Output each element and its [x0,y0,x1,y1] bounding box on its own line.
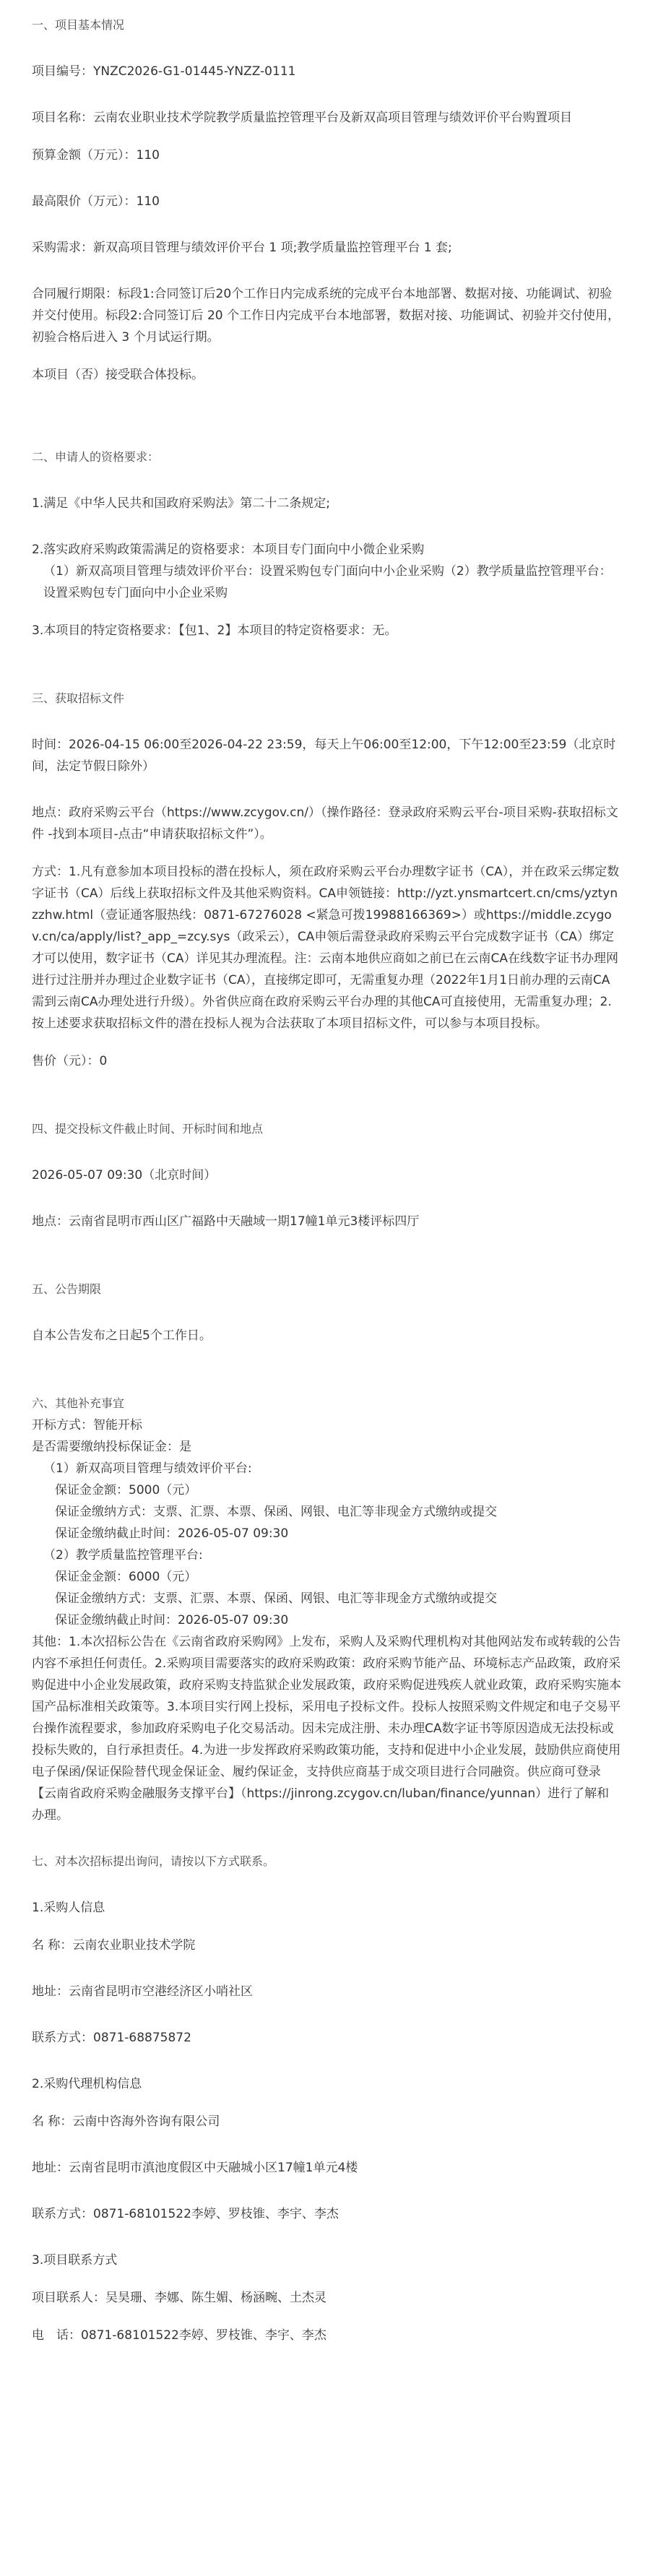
get-documents-time: 时间：2026-04-15 06:00至2026-04-22 23:59，每天上午06:00至12:00，下午12:00至23:59（北京时间，法定节假日除外） [32,738,616,774]
section-heading-other-matters: 六、其他补充事宜 [32,1396,125,1410]
lot-1-deposit-deadline: 保证金缴纳截止时间：2026-05-07 09:30 [55,1526,289,1541]
agency-address: 地址：云南省昆明市滇池度假区中天融城小区17幢1单元4楼 [32,2161,358,2175]
get-documents-place: 地点：政府采购云平台（https://www.zcygov.cn/）（操作路径：登录政府采购云平台-项目采购-获取招标文件 -找到本项目-点击“申请获取招标文件”）。 [32,805,618,842]
purchaser-contact: 联系方式：0871-68875872 [32,2031,191,2045]
purchaser-name: 名 称：云南农业职业技术学院 [32,1938,196,1953]
lot-1-deposit-amount: 保证金金额：5000（元） [55,1483,197,1497]
max-price: 最高限价（万元）：110 [32,194,160,209]
qualification-1: 1.满足《中华人民共和国政府采购法》第二十二条规定; [32,496,330,511]
project-contact-phone: 电 话：0871-68101522李婷、罗枝锥、李宇、李杰 [32,2328,326,2343]
opening-method: 开标方式：智能开标 [32,1418,142,1432]
procurement-demand: 采购需求：新双高项目管理与绩效评价平台 1 项;教学质量监控管理平台 1 套; [32,241,452,255]
contract-period: 合同履行期限：标段1:合同签订后20个工作日内完成系统的完成平台本地部署、数据对接、功能调试、初验并交付使用。标段2:合同签订后 20 个工作日内完成平台本地部署，数据对接、功能调试、初验并交付使用，初验合格后进入 3 个月试运行期。 [32,287,620,345]
project-contact-people: 项目联系人：吴昊珊、李娜、陈生媚、杨涵畹、土杰灵 [32,2291,326,2305]
document-price: 售价（元）：0 [32,1054,108,1068]
opening-place: 地点：云南省昆明市西山区广福路中天融域一期17幢1单元3楼评标四厅 [32,1214,420,1229]
agency-title: 2.采购代理机构信息 [32,2077,142,2091]
section-heading-deadline: 四、提交投标文件截止时间、开标时间和地点 [32,1122,264,1136]
agency-contact: 联系方式：0871-68101522李婷、罗枝锥、李宇、李杰 [32,2207,339,2221]
purchaser-title: 1.采购人信息 [32,1901,105,1915]
lot-1-title: （1）新双高项目管理与绩效评价平台: [43,1461,252,1476]
get-documents-method: 方式：1.凡有意参加本项目投标的潜在投标人，须在政府采购云平台办理数字证书（CA），并在政采云绑定数字证书（CA）后线上获取招标文件及其他采购资料。CA申领链接：http://yzt.ynsmartcert.cn/cms/yztynzzhw.html（壹证通客服热线：0871-67276028 <紧急可拨19988166369>）或https://middle.zcygov.cn/ca/apply/list?_app_=zcy.sys（政采云），CA申领后需登录政府采购云平台完成数字证书（CA）绑定才可以使用，数字证书（CA）详见其办理流程。注：云南本地供应商如之前已在云南CA在线数字证书办理网进行过注册并办理过企业数字证书（CA），直接绑定即可，无需重复办理（2022年1月1日前办理的云南CA需到云南CA办理处进行升级）。外省供应商在政府采购云平台办理的其他CA可直接使用，无需重复办理；2.按上述要求获取招标文件的潜在投标人视为合法获取了本项目招标文件，可以参与本项目投标。 [32,865,620,1031]
section-heading-qualification: 二、申请人的资格要求： [32,450,160,464]
budget-amount: 预算金额（万元）：110 [32,148,160,163]
lot-1-deposit-method: 保证金缴纳方式：支票、汇票、本票、保函、网银、电汇等非现金方式缴纳或提交 [55,1505,497,1519]
lot-2-deposit-amount: 保证金金额：6000（元） [55,1570,197,1584]
section-heading-basic-info: 一、项目基本情况 [32,18,125,32]
other-notes: 其他：1.本次招标公告在《云南省政府采购网》上发布，采购人及采购代理机构对其他网站发布或转载的公告内容不承担任何责任。2.采购项目需要落实的政府采购政策：政府采购节能产品、环境标志产品政策，政府采购促进中小企业发展政策，政府采购支持监狱企业发展政策，政府采购促进残疾人就业政策，政府采购实施本国产品标准相关政策等。3.本项目实行网上投标，采用电子投标文件。投标人按照采购文件规定和电子交易平台操作流程要求，参加政府采购电子化交易活动。因未完成注册、未办理CA数字证书等原因造成无法投标或投标失败的，自行承担责任。4.为进一步发挥政府采购政策功能，支持和促进中小企业发展，鼓励供应商使用电子保函/保证保险替代现金保证金、履约保证金，支持供应商基于成交项目进行合同融资。供应商可登录【云南省政府采购金融服务支撑平台】（https://jinrong.zcygov.cn/luban/finance/yunnan）进行了解和办理。 [32,1635,621,1823]
qualification-3: 3.本项目的特定资格要求：【包1、2】本项目的特定资格要求：无。 [32,623,397,638]
qualification-2-detail: （1）新双高项目管理与绩效评价平台：设置采购包专门面向中小企业采购（2）教学质量监控管理平台：设置采购包专门面向中小企业采购 [43,564,612,600]
lot-2-deposit-method: 保证金缴纳方式：支票、汇票、本票、保函、网银、电汇等非现金方式缴纳或提交 [55,1591,497,1606]
project-name: 项目名称：云南农业职业技术学院教学质量监控管理平台及新双高项目管理与绩效评价平台购置项目 [32,111,572,125]
announcement-period-text: 自本公告发布之日起5个工作日。 [32,1328,212,1343]
section-heading-get-documents: 三、获取招标文件 [32,691,125,705]
consortium-note: 本项目（否）接受联合体投标。 [32,368,204,382]
project-contact-title: 3.项目联系方式 [32,2253,118,2268]
section-heading-announcement-period: 五、公告期限 [32,1282,102,1296]
deposit-required: 是否需要缴纳投标保证金：是 [32,1440,191,1454]
qualification-2: 2.落实政府采购政策需满足的资格要求：本项目专门面向中小微企业采购 [32,543,425,557]
project-number: 项目编号：YNZC2026-G1-01445-YNZZ-0111 [32,64,296,79]
deadline-time: 2026-05-07 09:30（北京时间） [32,1168,217,1183]
purchaser-address: 地址：云南省昆明市空港经济区小哨社区 [32,1984,253,1999]
section-heading-contact: 七、对本次招标提出询问，请按以下方式联系。 [32,1854,275,1868]
agency-name: 名 称：云南中咨海外咨询有限公司 [32,2114,220,2129]
lot-2-deposit-deadline: 保证金缴纳截止时间：2026-05-07 09:30 [55,1613,289,1628]
lot-2-title: （2）教学质量监控管理平台: [43,1548,203,1563]
